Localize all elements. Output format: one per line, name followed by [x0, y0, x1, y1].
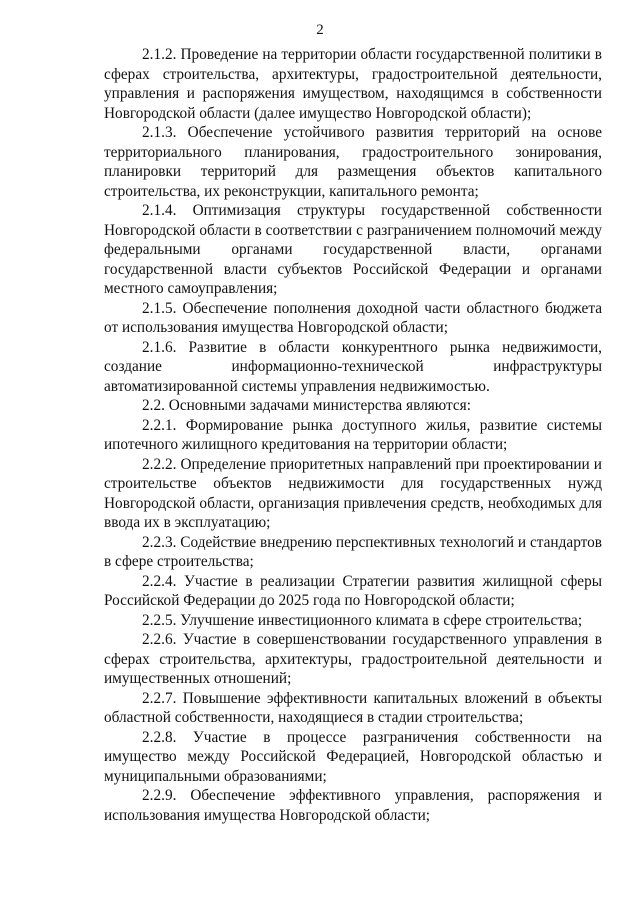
paragraph-2-2: 2.2. Основными задачами министерства являются:: [142, 397, 471, 414]
paragraph-2-1-3: 2.1.3. Обеспечение устойчивого развития территорий на основе территориального планирования, градостроительного зонирования, планировки территорий для размещения объектов капитального строительства, их реконструкции, капитального ремонта;: [104, 124, 602, 200]
paragraph-2-1-5: 2.1.5. Обеспечение пополнения доходной части областного бюджета от использования имущества Новгородской области;: [104, 299, 602, 336]
paragraph-2-2-8: 2.2.8. Участие в процессе разграничения собственности на имущество между Российской Федерацией, Новгородской областью и муниципальными образованиями;: [104, 728, 602, 785]
paragraph-2-1-6: 2.1.6. Развитие в области конкурентного рынка недвижимости, создание информационно-технической инфраструктуры автоматизированной системы управления недвижимостью.: [104, 338, 602, 395]
paragraph-2-2-9: 2.2.9. Обеспечение эффективного управления, распоряжения и использования имущества Новгородской области;: [104, 787, 602, 824]
paragraph-2-2-7: 2.2.7. Повышение эффективности капитальных вложений в объекты областной собственности, находящиеся в стадии строительства;: [104, 689, 602, 726]
paragraph-2-2-2: 2.2.2. Определение приоритетных направлений при проектировании и строительстве объектов недвижимости для государственных нужд Новгородской области, организация привлечения средств, необходимых для ввода их в эксплуатацию;: [104, 455, 602, 531]
paragraph-2-2-4: 2.2.4. Участие в реализации Стратегии развития жилищной сферы Российской Федерации до 2025 года по Новгородской области;: [104, 572, 602, 609]
paragraph-2-2-1: 2.2.1. Формирование рынка доступного жилья, развитие системы ипотечного жилищного кредитования на территории области;: [104, 416, 602, 453]
paragraph-2-2-6: 2.2.6. Участие в совершенствовании государственного управления в сферах строительства, архитектуры, градостроительной деятельности и имущественных отношений;: [104, 631, 602, 687]
paragraph-2-1-2: 2.1.2. Проведение на территории области государственной политики в сферах строительства, архитектуры, градостроительной деятельности, управления и распоряжения имуществом, находящимся в собственности Новгородской области (далее имущество Новгородской области);: [104, 46, 602, 122]
paragraph-2-2-5: 2.2.5. Улучшение инвестиционного климата в сфере строительства;: [142, 611, 583, 629]
page-number: 2: [316, 22, 324, 38]
paragraph-2-2-3: 2.2.3. Содействие внедрению перспективных технологий и стандартов в сфере строительства;: [104, 533, 602, 570]
paragraph-2-1-4: 2.1.4. Оптимизация структуры государственной собственности Новгородской области в соответствии с разграничением полномочий между федеральными органами государственной власти, органами государственной власти субъектов Российской Федерации и органами местного самоуправления;: [104, 202, 602, 297]
document-body: [104, 45, 602, 825]
